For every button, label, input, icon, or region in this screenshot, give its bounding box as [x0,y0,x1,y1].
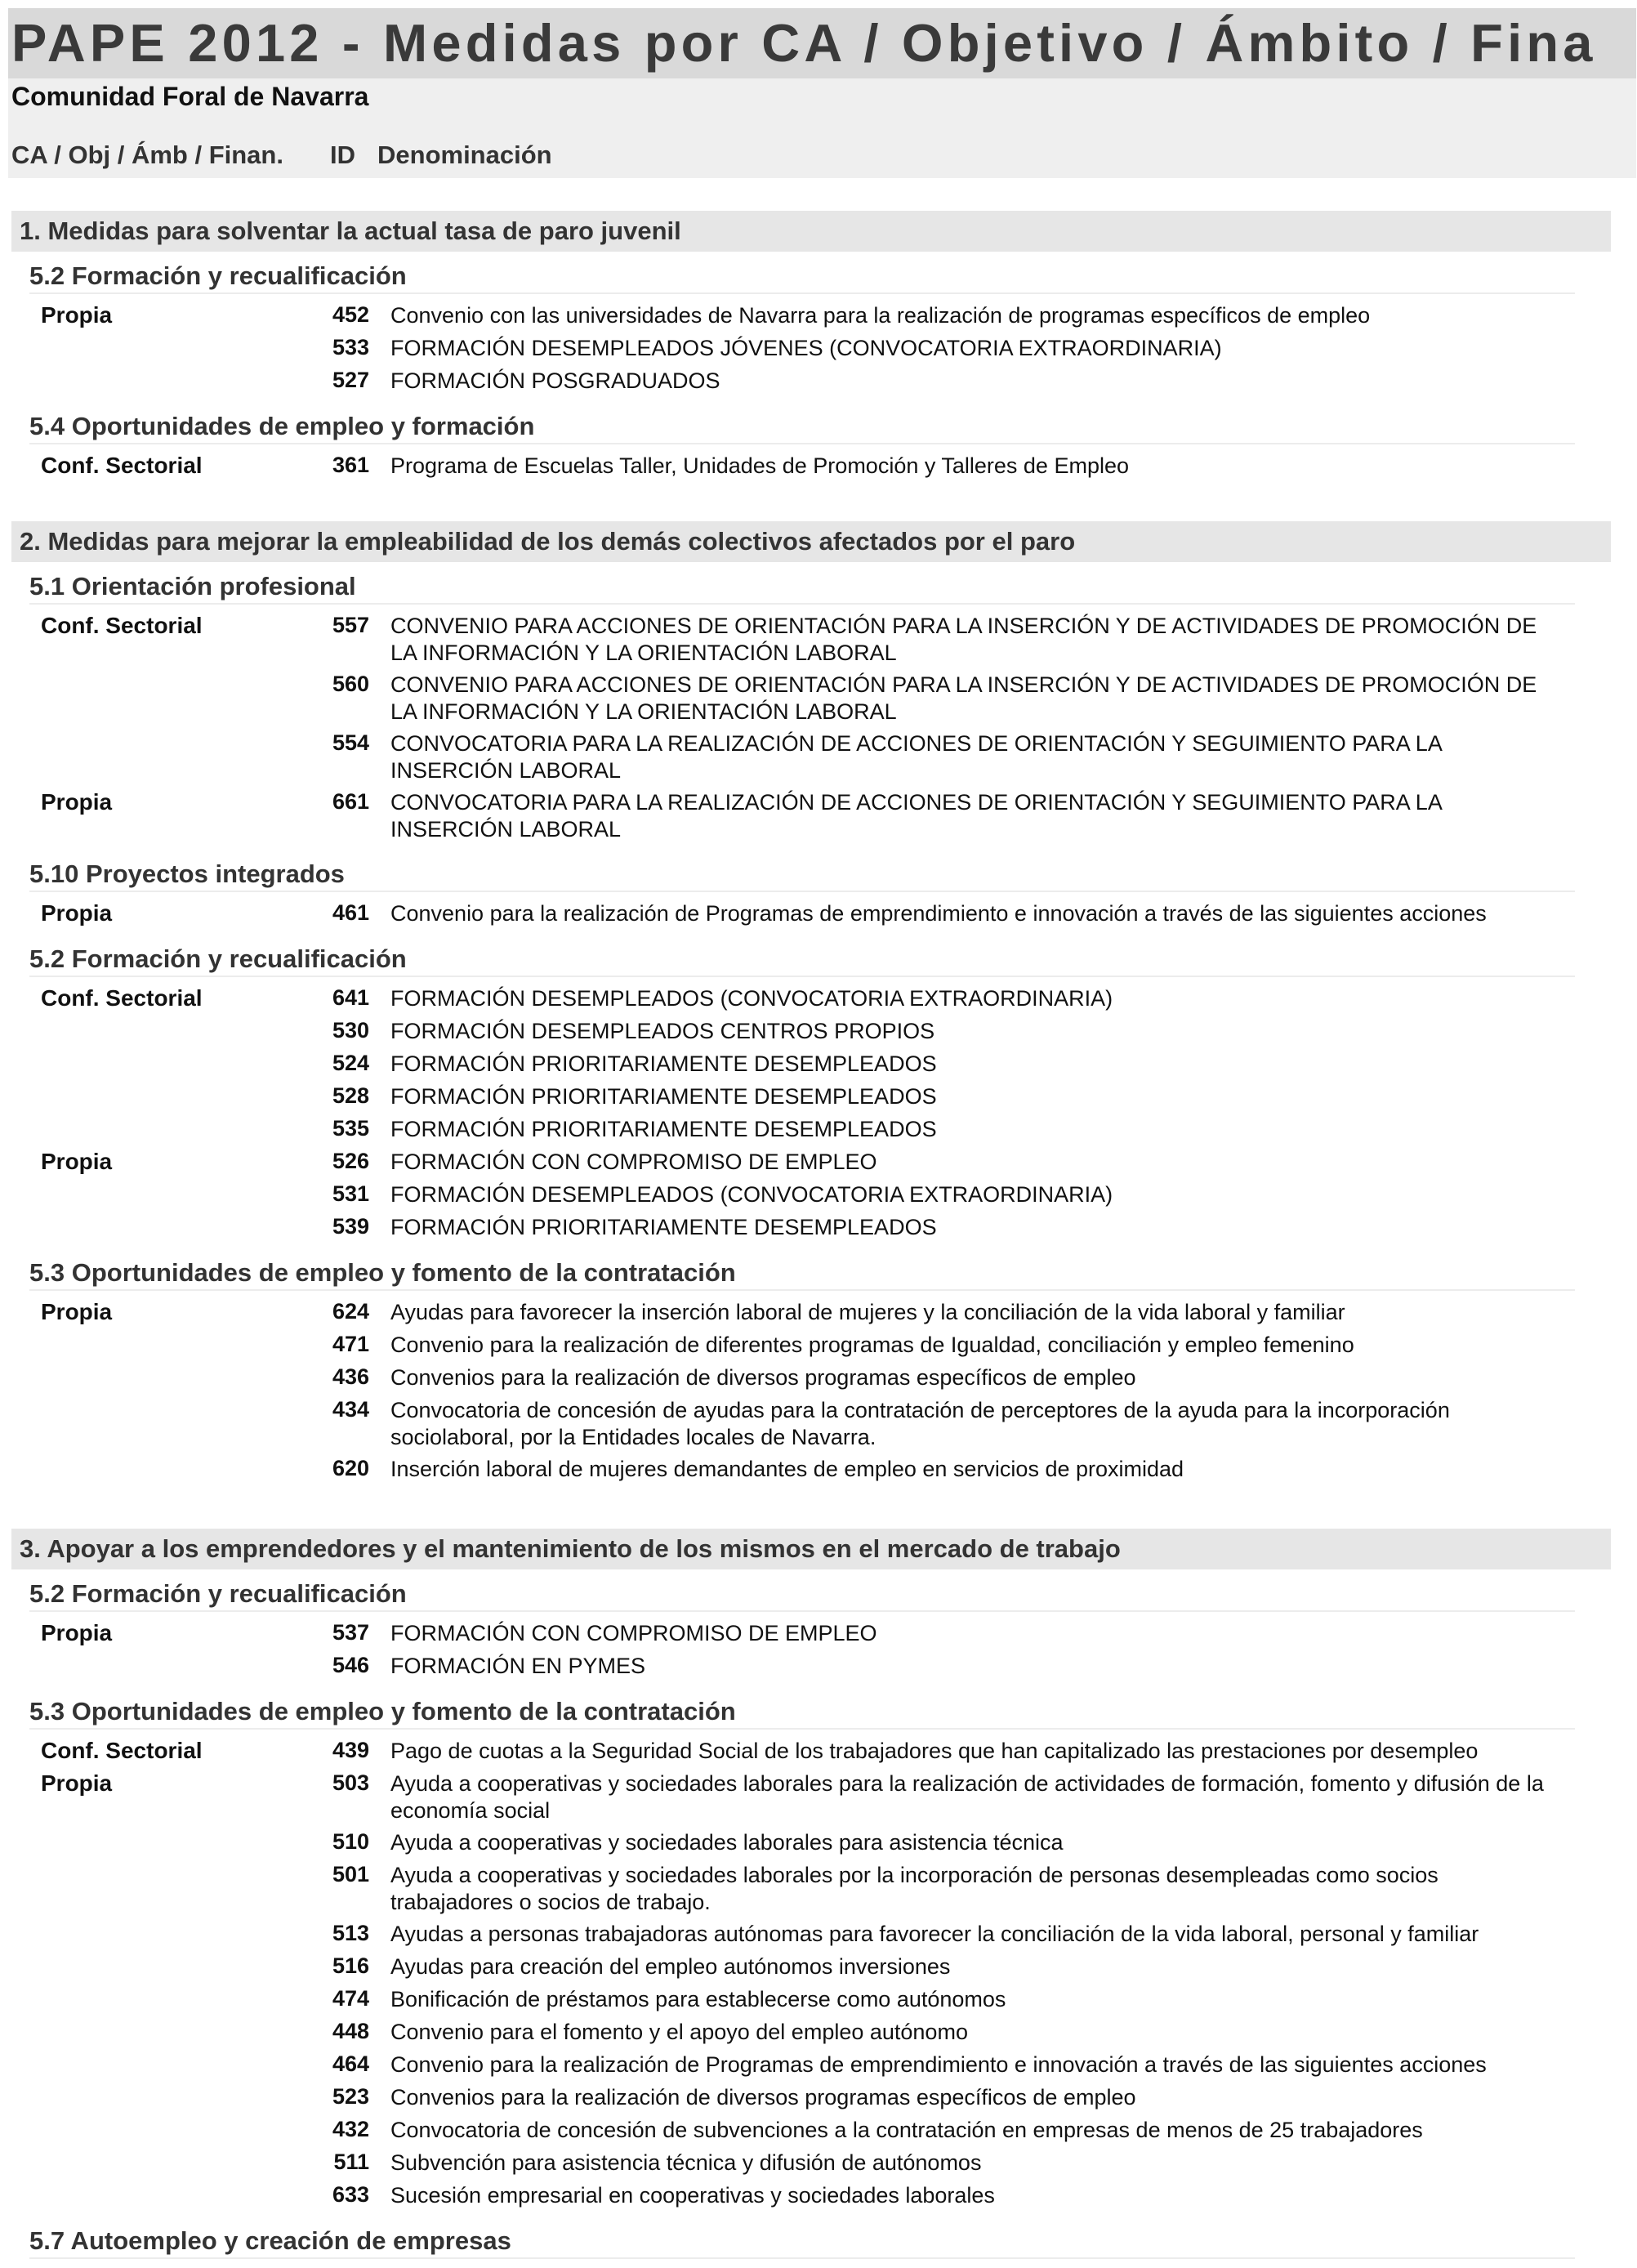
ambito-divider [29,1728,1575,1730]
financing-label: Conf. Sectorial [41,453,203,478]
financing-label: Propia [41,1149,113,1174]
financing-label: Conf. Sectorial [41,613,203,638]
financing-label: Propia [41,1620,113,1645]
financing-label: Conf. Sectorial [41,985,203,1011]
measure-name: Ayuda a cooperativas y sociedades laborales por la incorporación de personas desempleadas como socios trabajadores o socios de trabajo. [390,1863,1439,1914]
measure-id: 474 [332,1986,369,2011]
measure-id: 526 [332,1149,369,1173]
measure-id: 501 [332,1862,369,1886]
financing-label: Propia [41,1299,113,1324]
measure-id: 533 [332,335,369,359]
measure-id: 537 [332,1620,369,1645]
measure-name: FORMACIÓN PRIORITARIAMENTE DESEMPLEADOS [390,1117,937,1141]
objective-header [11,211,1611,252]
ambito-label: 5.7 Autoempleo y creación de empresas [29,2226,511,2255]
ambito-divider [29,1610,1575,1612]
measure-id: 523 [332,2084,369,2109]
measure-name: Sucesión empresarial en cooperativas y sociedades laborales [390,2183,995,2208]
measure-id: 524 [332,1051,369,1075]
measure-id: 361 [332,453,369,477]
measure-name: Convenio para el fomento y el apoyo del empleo autónomo [390,2020,968,2044]
document-title: PAPE 2012 - Medidas por CA / Objetivo / Ámbito / Fina [11,13,1597,73]
measure-name: Convenios para la realización de diversos programas específicos de empleo [390,2085,1136,2110]
measure-id: 557 [332,613,369,637]
measure-id: 448 [332,2019,369,2043]
financing-label: Propia [41,789,113,815]
measure-name: CONVOCATORIA PARA LA REALIZACIÓN DE ACCIONES DE ORIENTACIÓN Y SEGUIMIENTO PARA LA INSERCIÓN LABORAL [390,731,1442,783]
measure-id: 432 [332,2117,369,2141]
ambito-divider [29,891,1575,892]
measure-id: 513 [332,1921,369,1945]
region-name: Comunidad Foral de Navarra [11,82,369,111]
measure-id: 471 [332,1332,369,1356]
measure-name: Ayudas a personas trabajadoras autónomas para favorecer la conciliación de la vida laboral, personal y familiar [390,1922,1479,1946]
ambito-divider [29,292,1575,294]
measure-name: FORMACIÓN PRIORITARIAMENTE DESEMPLEADOS [390,1215,937,1239]
ambito-label: 5.1 Orientación profesional [29,572,356,600]
measure-name: Programa de Escuelas Taller, Unidades de Promoción y Talleres de Empleo [390,453,1129,478]
ambito-label: 5.2 Formación y recualificación [29,944,407,973]
measure-id: 503 [332,1770,369,1795]
ambito-divider [29,443,1575,444]
measure-name: CONVENIO PARA ACCIONES DE ORIENTACIÓN PARA LA INSERCIÓN Y DE ACTIVIDADES DE PROMOCIÓN DE LA INFORMACIÓN Y LA ORIENTACIÓN LABORAL [390,614,1537,665]
measure-id: 546 [332,1653,369,1677]
ambito-label: 5.2 Formación y recualificación [29,261,407,290]
objective-label: 3. Apoyar a los emprendedores y el mantenimiento de los mismos en el mercado de trabajo [20,1534,1121,1563]
measure-name: Convenio con las universidades de Navarra para la realización de programas específicos de empleo [390,303,1371,328]
ambito-divider [29,2257,1575,2259]
measure-name: FORMACIÓN POSGRADUADOS [390,368,720,393]
measure-id: 436 [332,1364,369,1389]
measure-name: FORMACIÓN EN PYMES [390,1654,646,1678]
measure-id: 620 [332,1456,369,1480]
measure-name: FORMACIÓN DESEMPLEADOS CENTROS PROPIOS [390,1019,935,1043]
measure-name: FORMACIÓN DESEMPLEADOS (CONVOCATORIA EXTRAORDINARIA) [390,1182,1113,1207]
ambito-label: 5.3 Oportunidades de empleo y fomento de la contratación [29,1258,736,1287]
measure-name: FORMACIÓN CON COMPROMISO DE EMPLEO [390,1150,877,1174]
measure-name: Convenio para la realización de diferentes programas de Igualdad, conciliación y empleo femenino [390,1333,1354,1357]
measure-id: 633 [332,2182,369,2207]
ambito-divider [29,603,1575,605]
measure-id: 554 [332,730,369,755]
measure-name: Convocatoria de concesión de ayudas para la contratación de perceptores de la ayuda para la incorporación sociolaboral, por la Entidades locales de Navarra. [390,1398,1450,1449]
ambito-label: 5.2 Formación y recualificación [29,1579,407,1608]
measure-name: Subvención para asistencia técnica y difusión de autónomos [390,2150,982,2175]
measure-id: 452 [332,302,369,327]
measure-id: 527 [332,368,369,392]
financing-label: Propia [41,900,113,926]
measure-id: 560 [332,672,369,696]
measure-id: 539 [332,1214,369,1239]
measure-id: 528 [332,1083,369,1108]
measure-id: 511 [333,2150,369,2174]
measure-name: Convenio para la realización de Programas de emprendimiento e innovación a través de las siguientes acciones [390,2052,1487,2077]
objective-label: 1. Medidas para solventar la actual tasa de paro juvenil [20,217,681,245]
measure-name: Convocatoria de concesión de subvenciones a la contratación en empresas de menos de 25 trabajadores [390,2118,1423,2142]
column-header-name: Denominación [377,141,552,169]
objective-header [11,521,1611,562]
measure-name: Convenio para la realización de Programas de emprendimiento e innovación a través de las siguientes acciones [390,901,1487,926]
measure-id: 624 [332,1299,369,1324]
measure-id: 461 [332,900,369,925]
measure-name: CONVOCATORIA PARA LA REALIZACIÓN DE ACCIONES DE ORIENTACIÓN Y SEGUIMIENTO PARA LA INSERCIÓN LABORAL [390,790,1442,842]
ambito-label: 5.3 Oportunidades de empleo y fomento de la contratación [29,1697,736,1726]
objective-label: 2. Medidas para mejorar la empleabilidad de los demás colectivos afectados por el paro [20,527,1076,556]
column-header-id: ID [330,141,355,169]
measure-id: 531 [332,1181,369,1206]
measure-name: CONVENIO PARA ACCIONES DE ORIENTACIÓN PARA LA INSERCIÓN Y DE ACTIVIDADES DE PROMOCIÓN DE LA INFORMACIÓN Y LA ORIENTACIÓN LABORAL [390,672,1537,724]
measure-id: 535 [332,1116,369,1141]
measure-name: FORMACIÓN DESEMPLEADOS (CONVOCATORIA EXTRAORDINARIA) [390,986,1113,1011]
measure-name: Ayuda a cooperativas y sociedades laborales para asistencia técnica [390,1830,1064,1855]
measure-name: Ayudas para creación del empleo autónomos inversiones [390,1954,951,1979]
measure-id: 434 [332,1397,369,1422]
measure-id: 510 [332,1829,369,1854]
measure-id: 439 [332,1738,369,1762]
financing-label: Propia [41,302,113,328]
measure-id: 516 [332,1953,369,1978]
measure-name: Convenios para la realización de diversos programas específicos de empleo [390,1365,1136,1390]
measure-name: Pago de cuotas a la Seguridad Social de los trabajadores que han capitalizado las prestaciones por desempleo [390,1739,1479,1763]
measure-id: 661 [332,789,369,814]
measure-id: 530 [332,1018,369,1042]
measure-id: 641 [332,985,369,1010]
ambito-label: 5.10 Proyectos integrados [29,859,345,888]
measure-name: Inserción laboral de mujeres demandantes de empleo en servicios de proximidad [390,1457,1184,1481]
financing-label: Conf. Sectorial [41,1738,203,1763]
measure-name: Ayudas para favorecer la inserción laboral de mujeres y la conciliación de la vida laboral y familiar [390,1300,1345,1324]
ambito-divider [29,976,1575,977]
ambito-divider [29,1289,1575,1291]
measure-name: Ayuda a cooperativas y sociedades laborales para la realización de actividades de formación, fomento y difusión de la economía social [390,1771,1544,1823]
column-header-group: CA / Obj / Ámb / Finan. [11,141,283,169]
measure-id: 464 [332,2051,369,2076]
measure-name: FORMACIÓN DESEMPLEADOS JÓVENES (CONVOCATORIA EXTRAORDINARIA) [390,336,1222,360]
ambito-label: 5.4 Oportunidades de empleo y formación [29,412,535,440]
objective-header [11,1529,1611,1569]
financing-label: Propia [41,1770,113,1796]
measure-name: FORMACIÓN PRIORITARIAMENTE DESEMPLEADOS [390,1084,937,1109]
measure-name: Bonificación de préstamos para establecerse como autónomos [390,1987,1006,2011]
measure-name: FORMACIÓN CON COMPROMISO DE EMPLEO [390,1621,877,1645]
measure-name: FORMACIÓN PRIORITARIAMENTE DESEMPLEADOS [390,1051,937,1076]
